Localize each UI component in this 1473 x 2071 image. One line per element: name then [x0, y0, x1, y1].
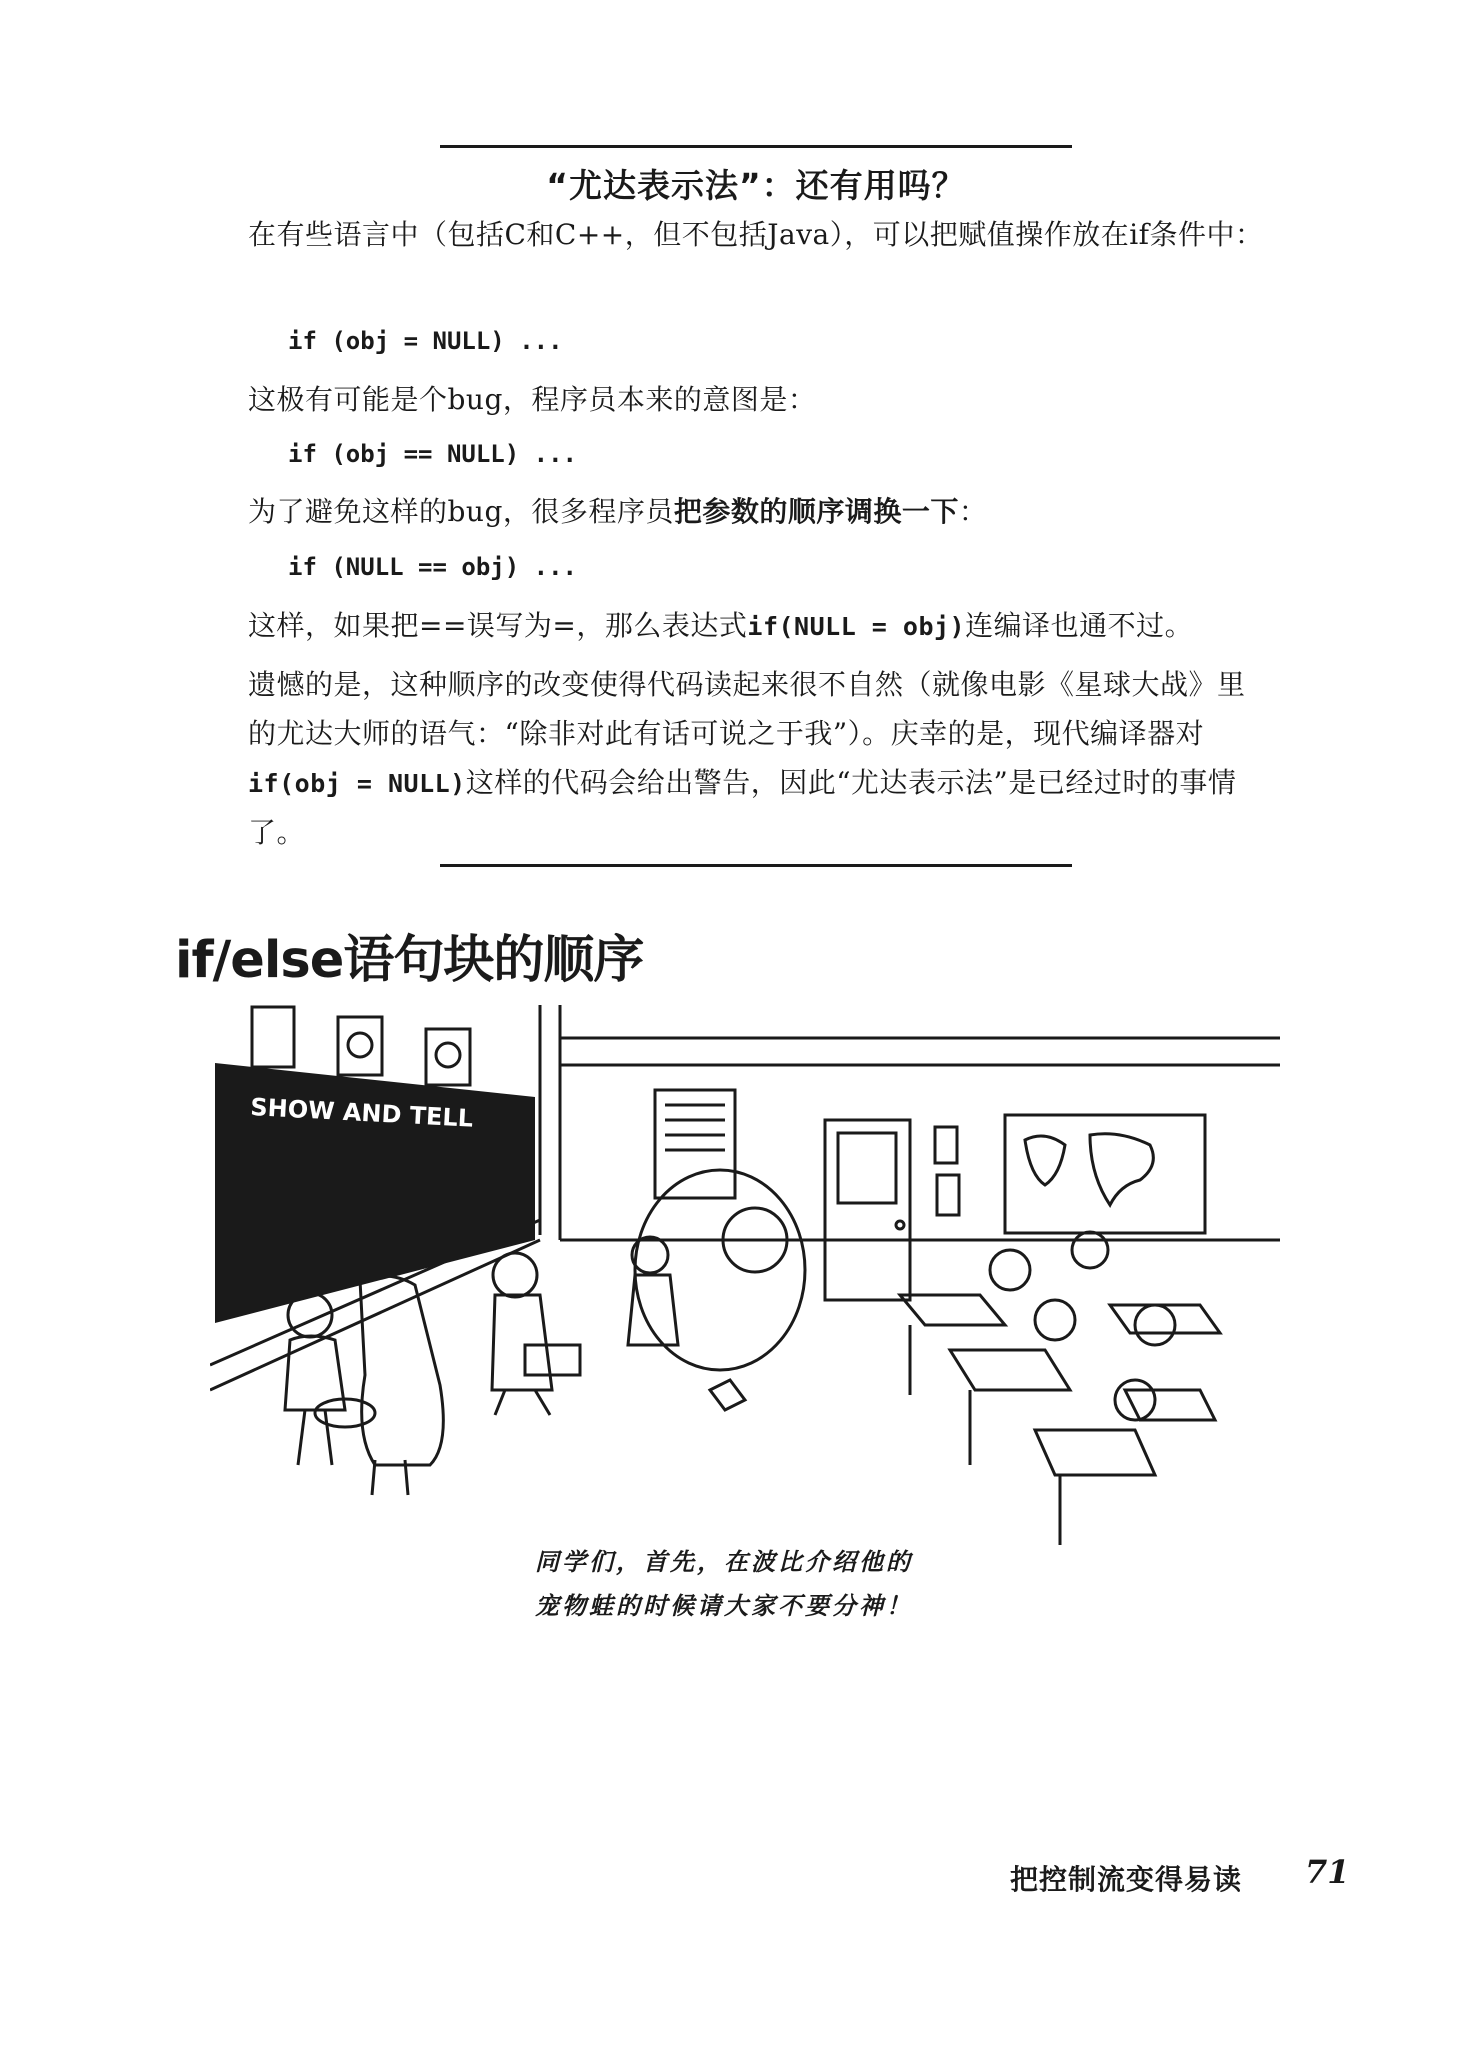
desk-1 [900, 1295, 1005, 1325]
running-footer-title: 把控制流变得易读 [1010, 1863, 1243, 1896]
sidebar-title: “尤达表示法”：还有用吗？ [546, 166, 966, 205]
notice-1 [935, 1127, 957, 1163]
code-example-3: if (NULL == obj) ... [288, 553, 577, 581]
framed-portrait-2 [426, 1029, 470, 1085]
student-1-head [990, 1250, 1030, 1290]
p5-inline-code: if(obj = NULL) [248, 769, 466, 798]
sidebar-paragraph-2: 这极有可能是个bug，程序员本来的意图是： [248, 383, 817, 416]
sidebar-paragraph-5 [248, 660, 1268, 857]
page-number: 71 [1305, 1853, 1350, 1891]
portrait-face-1 [348, 1033, 372, 1057]
door-window [838, 1133, 896, 1203]
p4-inline-code: if(NULL = obj) [747, 612, 966, 641]
student-3-head [1035, 1300, 1075, 1340]
desk-5 [1125, 1390, 1215, 1420]
sidebar-paragraph-1: 在有些语言中（包括C和C++，但不包括Java），可以把赋值操作放在if条件中： [248, 218, 1264, 251]
section-heading: if/else语句块的顺序 [175, 931, 644, 990]
framed-portrait-1 [338, 1017, 382, 1075]
caption-line-1: 同学们，首先，在波比介绍他的 [535, 1548, 913, 1576]
p3-text-a: 为了避免这样的bug，很多程序员 [248, 495, 674, 528]
paper-on-floor [710, 1380, 745, 1410]
student-5-head [1115, 1380, 1155, 1420]
door-knob [896, 1221, 904, 1229]
student-2-head [1072, 1232, 1108, 1268]
sidebar-top-rule [440, 145, 1072, 148]
desk-3 [1035, 1430, 1155, 1475]
portrait-face-2 [436, 1043, 460, 1067]
code-example-2: if (obj == NULL) ... [288, 440, 577, 468]
p3-bold-text: 把参数的顺序调换一下 [673, 495, 959, 528]
desk-2 [950, 1350, 1070, 1390]
code-example-1: if (obj = NULL) ... [288, 327, 563, 355]
sidebar-paragraph-3 [248, 487, 1268, 536]
framed-certificate [252, 1007, 294, 1067]
sidebar-paragraph-4 [248, 601, 1268, 651]
student-4-head [1135, 1305, 1175, 1345]
chalkboard-text: SHOW AND TELL [249, 1093, 474, 1133]
capped-boy-head [493, 1253, 537, 1297]
caption-line-2: 宠物蛙的时候请大家不要分神！ [535, 1592, 913, 1620]
notice-2 [937, 1175, 959, 1215]
carried-box [525, 1345, 580, 1375]
p4-text-b: 连编译也通不过。 [965, 609, 1194, 642]
cartoon-caption [535, 1540, 995, 1628]
p5-text-b: 这样的代码会给出警告，因此“尤达表示法”是已经过时的事情了。 [248, 766, 1237, 849]
p3-text-b: ： [958, 495, 988, 528]
p4-text-a: 这样，如果把==误写为=，那么表达式 [248, 609, 748, 642]
p5-text-a: 遗憾的是，这种顺序的改变使得代码读起来很不自然（就像电影《星球大战》里的尤达大师的语气：“除非对此有话可说之于我”）。庆幸的是，现代编译器对 [248, 668, 1246, 750]
sidebar-bottom-rule [440, 864, 1072, 867]
